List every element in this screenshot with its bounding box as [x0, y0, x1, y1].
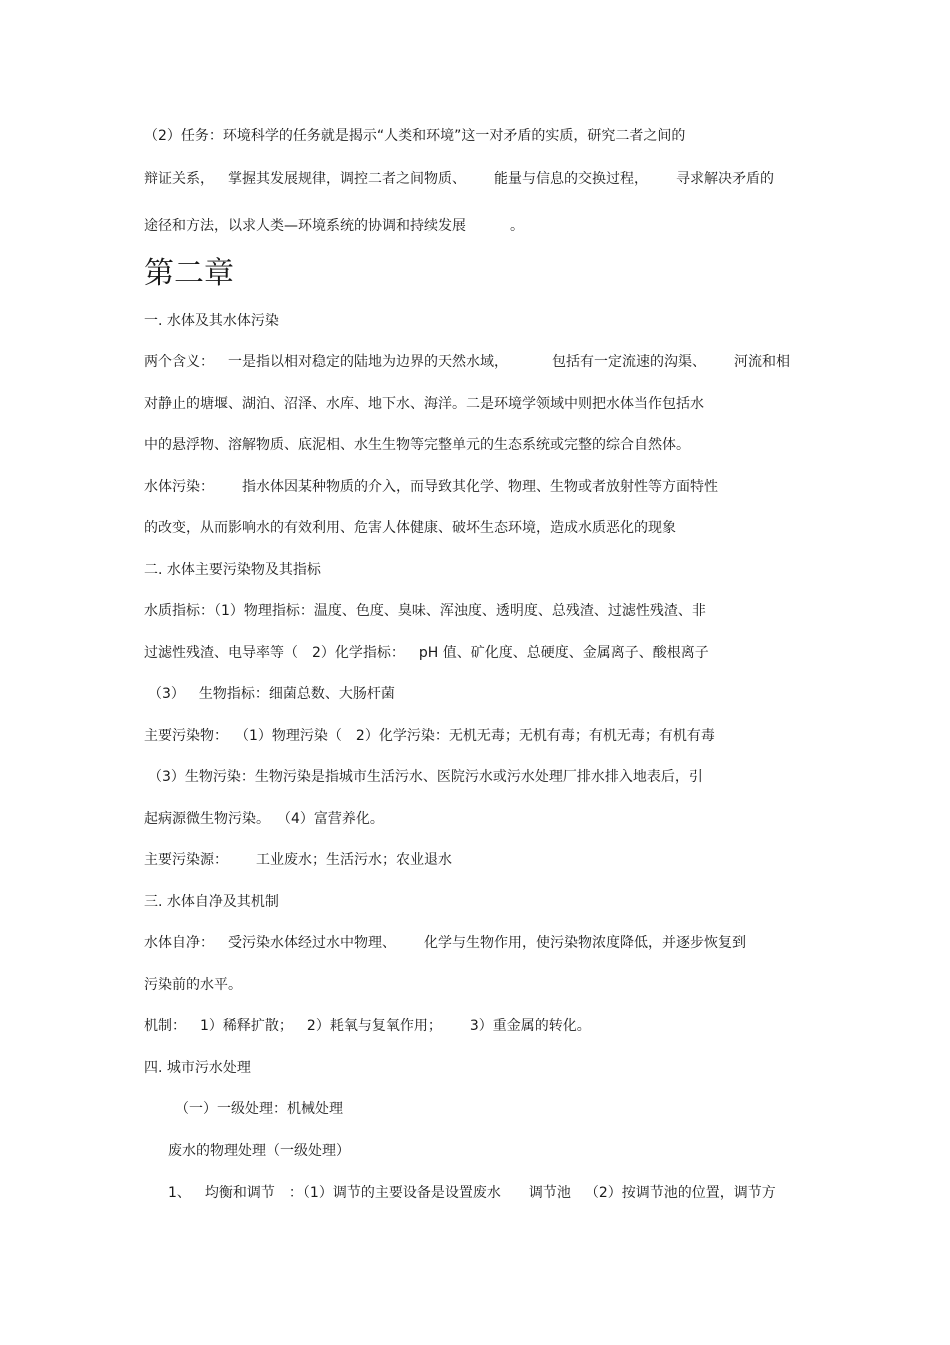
text-run: 寻求解决矛盾的 [676, 171, 774, 187]
text-run: 1、 [168, 1185, 191, 1201]
task-line-3 [144, 216, 524, 236]
pollution-definition-line-1 [144, 477, 718, 497]
self-purification-line-2: 污染前的水平。 [144, 977, 242, 993]
text-run: 起病源微生物污染。 [144, 811, 270, 827]
text-run: 2）化学污染：无机无毒；无机有毒；有机无毒；有机有毒 [355, 728, 715, 744]
section-heading-2: 二. 水体主要污染物及其指标 [144, 562, 321, 578]
pollutant-line-3 [144, 809, 384, 829]
text-run: 辩证关系， [144, 171, 214, 187]
text-run: （1）物理污染（ [242, 728, 342, 744]
text-run: 两个含义： [144, 354, 214, 370]
section-heading-3: 三. 水体自净及其机制 [144, 894, 279, 910]
pollutant-line-2: （3）生物污染：生物污染是指城市生活污水、医院污水或污水处理厂排水排入地表后，引 [148, 769, 703, 785]
water-definition-line-2: 对静止的塘堰、湖泊、沼泽、水库、地下水、海洋。二是环境学领域中则把水体当作包括水 [144, 396, 704, 412]
text-run: 途径和方法，以求人类—环境系统的协调和持续发展 [144, 218, 466, 234]
index-line-2 [144, 643, 709, 663]
text-run: 主要污染源： [144, 852, 228, 868]
pollution-definition-line-2: 的改变，从而影响水的有效利用、危害人体健康、破坏生态环境，造成水质恶化的现象 [144, 520, 676, 536]
task-line-1 [144, 126, 685, 146]
pollutant-line-1 [144, 726, 715, 746]
subsection-subtitle: 废水的物理处理（一级处理） [168, 1143, 350, 1159]
index-line-3 [148, 684, 395, 704]
text-run: 机制： [144, 1018, 186, 1034]
text-run: pH 值、矿化度、总硬度、金属离子、酸根离子 [418, 645, 709, 661]
text-run: 化学与生物作用，使污染物浓度降低，并逐步恢复到 [424, 935, 746, 951]
text-run: 水体自净： [144, 935, 214, 951]
text-run: 工业废水；生活污水；农业退水 [256, 852, 452, 868]
text-run: 水体污染： [144, 479, 214, 495]
text-run: 掌握其发展规律，调控二者之间物质、 [228, 171, 466, 187]
text-run: 过滤性残渣、电导率等（ [144, 645, 298, 661]
text-run: 均衡和调节 [204, 1185, 275, 1201]
text-run: ：（1）调节的主要设备是设置废水 [288, 1185, 501, 1201]
text-run: （4）富营养化。 [284, 811, 384, 827]
text-run: 河流和相 [734, 354, 790, 370]
text-run: 1）稀释扩散； [200, 1018, 293, 1034]
index-line-1: 水质指标：（1）物理指标：温度、色度、臭味、浑浊度、透明度、总残渣、过滤性残渣、非 [144, 603, 706, 619]
text-run: 2）化学指标： [312, 645, 405, 661]
text-run: 生物指标：细菌总数、大肠杆菌 [198, 686, 395, 702]
chapter-title: 第二章 [144, 256, 234, 291]
text-run: 2）耗氧与复氧作用； [306, 1018, 442, 1034]
water-definition-line-1 [144, 352, 790, 372]
text-run: 受污染水体经过水中物理、 [228, 935, 396, 951]
text-run: 一是指以相对稳定的陆地为边界的天然水域， [228, 354, 508, 370]
text-run: 能量与信息的交换过程， [494, 171, 648, 187]
text-run: （2）按调节池的位置，调节方 [584, 1185, 776, 1201]
mechanism-line [144, 1016, 591, 1036]
water-definition-line-3: 中的悬浮物、溶解物质、底泥相、水生生物等完整单元的生态系统或完整的综合自然体。 [144, 437, 690, 453]
text-run: 。 [510, 218, 524, 234]
text-run: （3） [148, 686, 185, 702]
section-heading-4: 四. 城市污水处理 [144, 1060, 251, 1076]
text-run: 主要污染物： [144, 728, 228, 744]
task-line-2 [144, 169, 774, 189]
text-run: 包括有一定流速的沟渠、 [552, 354, 706, 370]
text-run: 调节池 [528, 1185, 571, 1201]
pollution-source-line [144, 850, 452, 870]
text-run: 3）重金属的转化。 [469, 1018, 591, 1034]
list-item-1 [168, 1183, 776, 1203]
section-heading-1: 一. 水体及其水体污染 [144, 313, 279, 329]
self-purification-line-1 [144, 933, 746, 953]
text-run: 指水体因某种物质的介入，而导致其化学、物理、生物或者放射性等方面特性 [242, 479, 718, 495]
subsection-heading: （一）一级处理：机械处理 [175, 1101, 343, 1117]
text-run: （2）任务：环境科学的任务就是揭示“人类和环境”这一对矛盾的实质，研究二者之间的 [144, 128, 686, 144]
